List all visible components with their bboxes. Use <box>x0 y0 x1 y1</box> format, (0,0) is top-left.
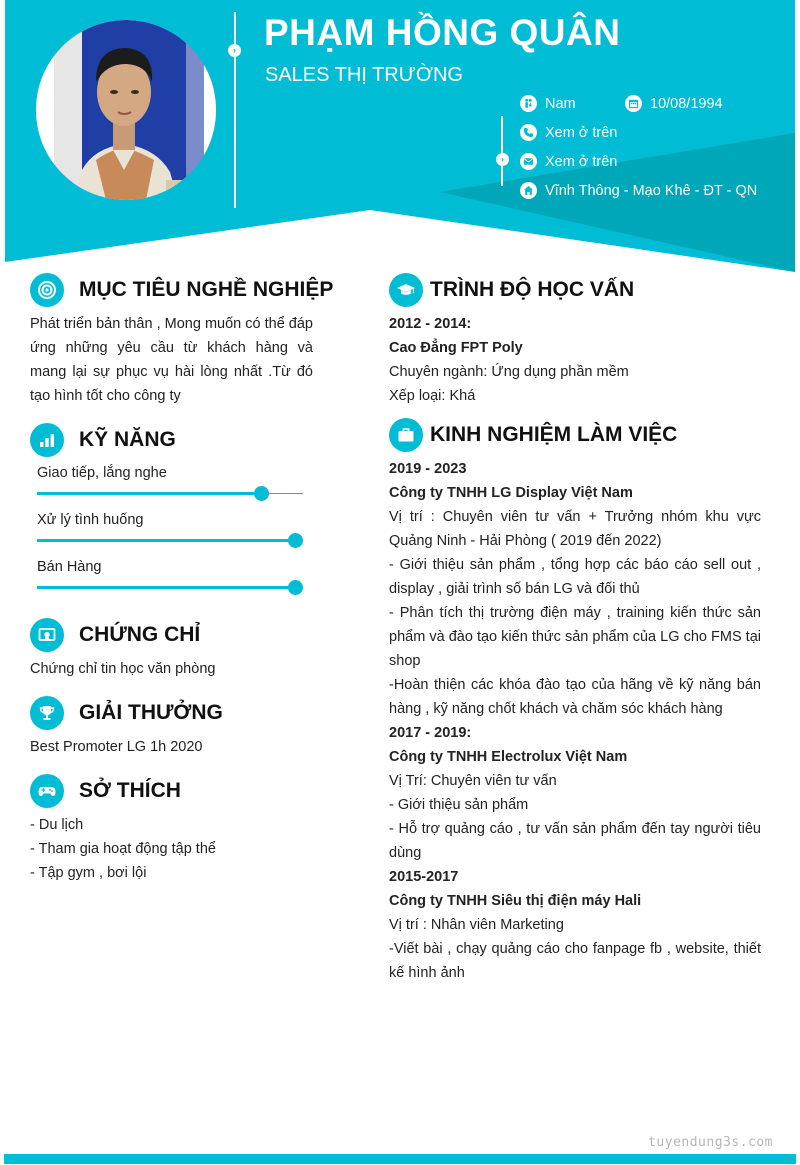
phone-value: Xem ở trên <box>545 124 618 141</box>
skill-knob <box>288 580 303 595</box>
skill-knob <box>288 533 303 548</box>
job-duty: - Phân tích thị trường điện máy , training kiến thức sản phẩm và đào tạo kiến thức sản phẩm của LG cho FMS tại shop <box>389 605 761 669</box>
experience-section-title: KINH NGHIỆM LÀM VIỆC <box>389 418 677 452</box>
bar-chart-icon <box>30 423 64 457</box>
job-position: Vị trí : Nhân viên Marketing <box>389 917 564 933</box>
education-period: 2012 - 2014: <box>389 316 472 332</box>
job-company: Công ty TNHH Electrolux Việt Nam <box>389 749 628 765</box>
contact-divider <box>501 116 503 186</box>
job-position: Vị Trí: Chuyên viên tư vấn <box>389 773 557 789</box>
certificate-icon <box>30 618 64 652</box>
skill-bar <box>37 586 295 589</box>
job-period: 2015-2017 <box>389 869 459 885</box>
education-section-title: TRÌNH ĐỘ HỌC VẤN <box>389 273 634 307</box>
email-value: Xem ở trên <box>545 153 618 170</box>
job-period: 2019 - 2023 <box>389 461 467 477</box>
bottom-bar <box>4 1154 796 1164</box>
skill-label: Bán Hàng <box>37 559 102 575</box>
hobby-item: - Tập gym , bơi lội <box>30 865 147 881</box>
gender-value: Nam <box>545 95 576 112</box>
objective-text: Phát triển bản thân , Mong muốn có thể đáp ứng những yêu cầu từ khách hàng và mang lại sự phục vụ hài lòng nhất .Từ đó tạo hình tốt cho công ty <box>30 316 313 404</box>
job-duty: - Giới thiệu sản phẩm , tổng hợp các báo cáo sell out , display , giải trình số bán LG và đối thủ <box>389 557 761 597</box>
awards-section-title: GIẢI THƯỞNG <box>30 696 223 730</box>
email-icon <box>520 153 537 170</box>
contact-phone <box>520 124 617 141</box>
target-icon <box>30 273 64 307</box>
job-duty: -Viết bài , chạy quảng cáo cho fanpage fb , website, thiết kế hình ảnh <box>389 941 761 981</box>
divider-chevron-icon: › <box>228 44 241 57</box>
job-duty: -Hoàn thiện các khóa đào tạo của hãng về kỹ năng bán hàng , kỹ năng chốt khách và chăm sóc khách hàng <box>389 677 761 717</box>
candidate-name: PHẠM HỒNG QUÂN <box>264 12 621 53</box>
calendar-icon <box>625 95 642 112</box>
trophy-icon <box>30 696 64 730</box>
header-divider <box>234 12 236 208</box>
education-school: Cao Đẳng FPT Poly <box>389 340 523 356</box>
contact-chevron-icon: › <box>496 153 509 166</box>
job-company: Công ty TNHH Siêu thị điện máy Hali <box>389 893 642 909</box>
hobby-item: - Du lịch <box>30 817 84 833</box>
briefcase-icon <box>389 418 423 452</box>
certificates-text: Chứng chỉ tin học văn phòng <box>30 661 216 677</box>
skill-knob <box>254 486 269 501</box>
contact-birthday <box>625 95 723 112</box>
profile-photo <box>36 20 216 200</box>
job-company: Công ty TNHH LG Display Việt Nam <box>389 485 633 501</box>
address-value: Vĩnh Thông - Mạo Khê - ĐT - QN <box>545 182 758 199</box>
skill-label: Xử lý tình huống <box>37 512 144 528</box>
graduation-cap-icon <box>389 273 423 307</box>
hobbies-list <box>30 813 330 885</box>
awards-text: Best Promoter LG 1h 2020 <box>30 739 203 755</box>
gender-icon <box>520 95 537 112</box>
hobby-item: - Tham gia hoạt động tập thể <box>30 841 216 857</box>
gamepad-icon <box>30 774 64 808</box>
phone-icon <box>520 124 537 141</box>
contact-email <box>520 153 617 170</box>
job-duty: - Hỗ trợ quảng cáo , tư vấn sản phẩm đến tay người tiêu dùng <box>389 821 761 861</box>
objective-section-title: MỤC TIÊU NGHỀ NGHIỆP <box>30 273 333 307</box>
job-duty: - Giới thiệu sản phẩm <box>389 797 529 813</box>
job-position: Vị trí : Chuyên viên tư vấn + Trưởng nhóm khu vực Quảng Ninh - Hải Phòng ( 2019 đến 2022) <box>389 509 761 549</box>
job-period: 2017 - 2019: <box>389 725 472 741</box>
contact-gender <box>520 95 576 112</box>
skill-label: Giao tiếp, lắng nghe <box>37 465 167 481</box>
education-grade: Xếp loại: Khá <box>389 388 476 404</box>
experience-list <box>389 457 761 985</box>
skills-section-title: KỸ NĂNG <box>30 423 176 457</box>
watermark: tuyendung3s.com <box>648 1135 773 1150</box>
education-details <box>389 312 761 408</box>
education-major: Chuyên ngành: Ứng dụng phần mềm <box>389 364 629 380</box>
hobbies-section-title: SỞ THÍCH <box>30 774 181 808</box>
skill-bar <box>37 539 295 542</box>
skill-bar <box>37 492 261 495</box>
home-icon <box>520 182 537 199</box>
certificates-section-title: CHỨNG CHỈ <box>30 618 200 652</box>
candidate-role: SALES THỊ TRƯỜNG <box>265 64 463 86</box>
birthday-value: 10/08/1994 <box>650 95 723 112</box>
contact-address <box>520 182 757 199</box>
